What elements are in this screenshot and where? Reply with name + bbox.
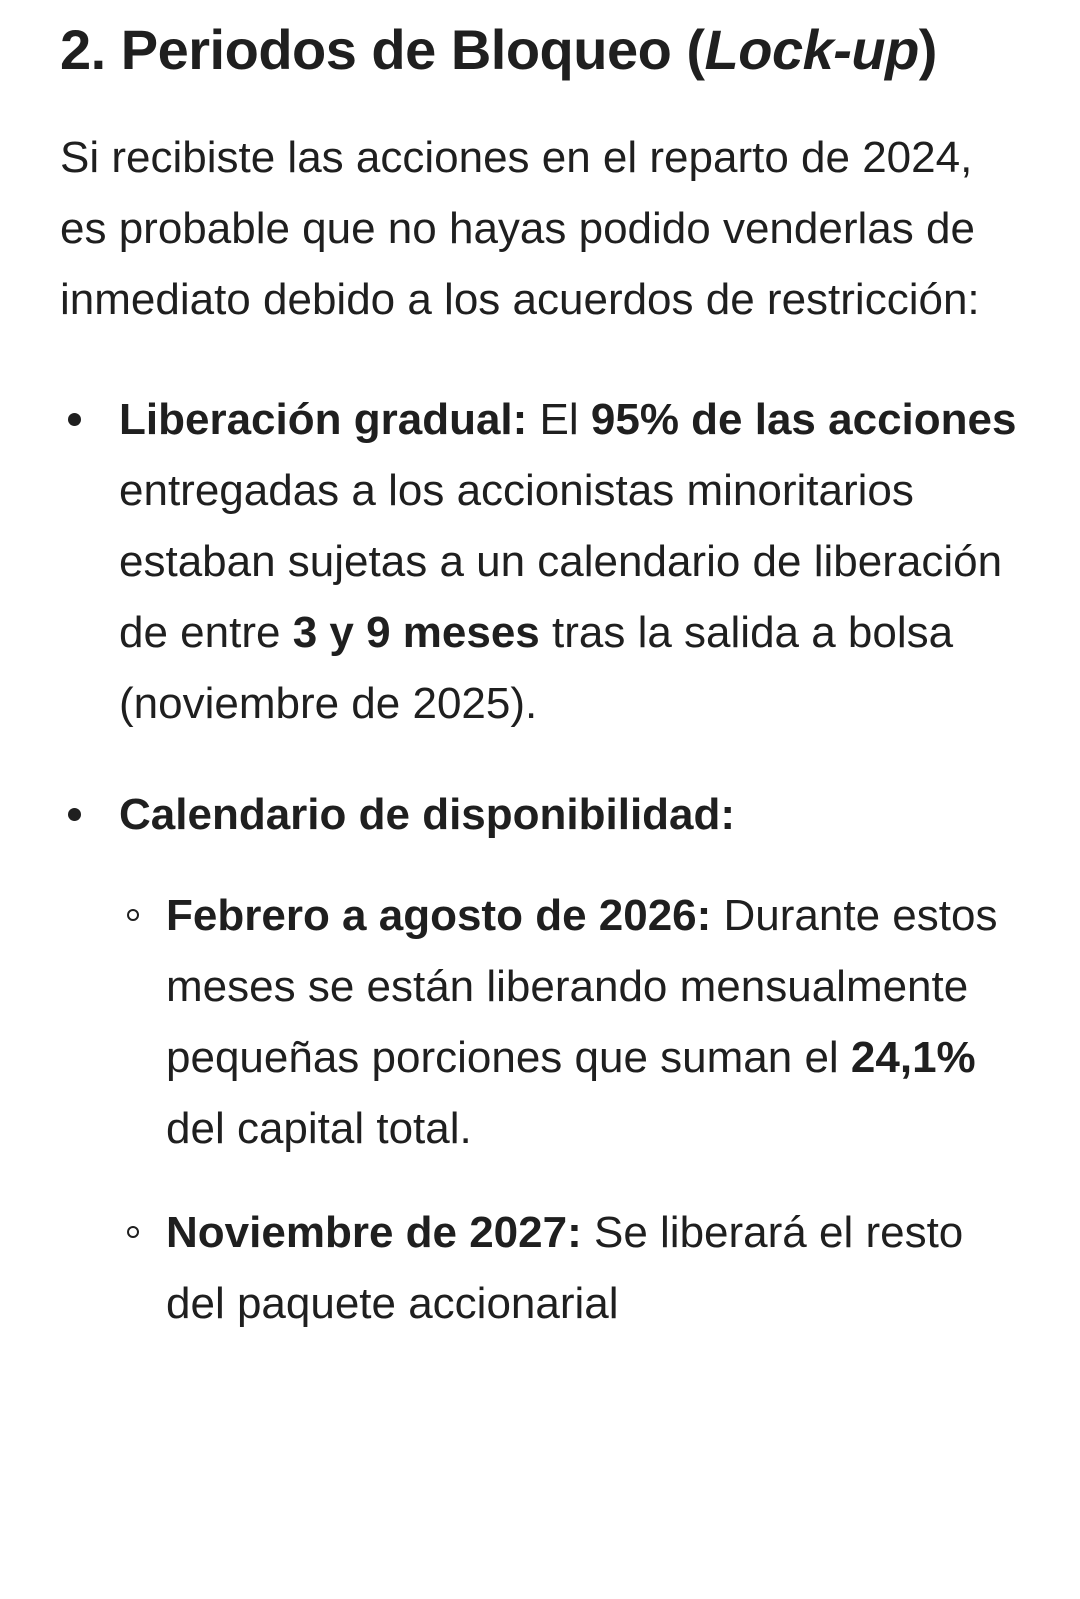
bullet-label: Calendario de disponibilidad: xyxy=(119,790,736,839)
sub-bullet-list xyxy=(119,880,1020,1339)
section-heading xyxy=(60,6,1020,94)
section-heading-italic: Lock-up xyxy=(704,18,919,81)
circle-bullet-icon xyxy=(127,909,139,921)
bullet-list xyxy=(60,384,1020,1339)
bullet-dot-icon xyxy=(68,808,81,821)
sub-bullet-text: del capital total. xyxy=(166,1104,472,1153)
bullet-dot-icon xyxy=(68,413,81,426)
bullet-text: tras la salida a bolsa (noviembre de 2025). xyxy=(119,608,954,728)
sub-bullet-text: Se liberará el resto del paquete accionarial xyxy=(166,1208,964,1328)
sub-bullet-item-noviembre-2027 xyxy=(119,1197,1020,1339)
bullet-highlight: 3 y 9 meses xyxy=(292,608,540,657)
bullet-text: El xyxy=(527,395,591,444)
sub-bullet-label: Noviembre de 2027: xyxy=(166,1208,582,1257)
section-heading-suffix: ) xyxy=(918,18,937,81)
circle-bullet-icon xyxy=(127,1226,139,1238)
sub-bullet-text: Durante estos meses se están liberando mensualmente pequeñas porciones que suman el xyxy=(166,891,998,1082)
article-content xyxy=(60,6,1020,1379)
sub-bullet-item-febrero-agosto xyxy=(119,880,1020,1164)
sub-bullet-highlight: 24,1% xyxy=(850,1033,976,1082)
bullet-item-liberacion-gradual xyxy=(60,384,1020,739)
bullet-label: Liberación gradual: xyxy=(119,395,528,444)
intro-paragraph: Si recibiste las acciones en el reparto de 2024, es probable que no hayas podido venderlas de inmediato debido a los acuerdos de restricción: xyxy=(60,133,980,324)
bullet-item-calendario xyxy=(60,779,1020,1339)
bullet-text: entregadas a los accionistas minoritarios estaban sujetas a un calendario de liberación de entre xyxy=(119,466,1003,657)
sub-bullet-label: Febrero a agosto de 2026: xyxy=(166,891,712,940)
section-heading-prefix: 2. Periodos de Bloqueo ( xyxy=(60,18,705,81)
bullet-highlight: 95% de las acciones xyxy=(590,395,1017,444)
